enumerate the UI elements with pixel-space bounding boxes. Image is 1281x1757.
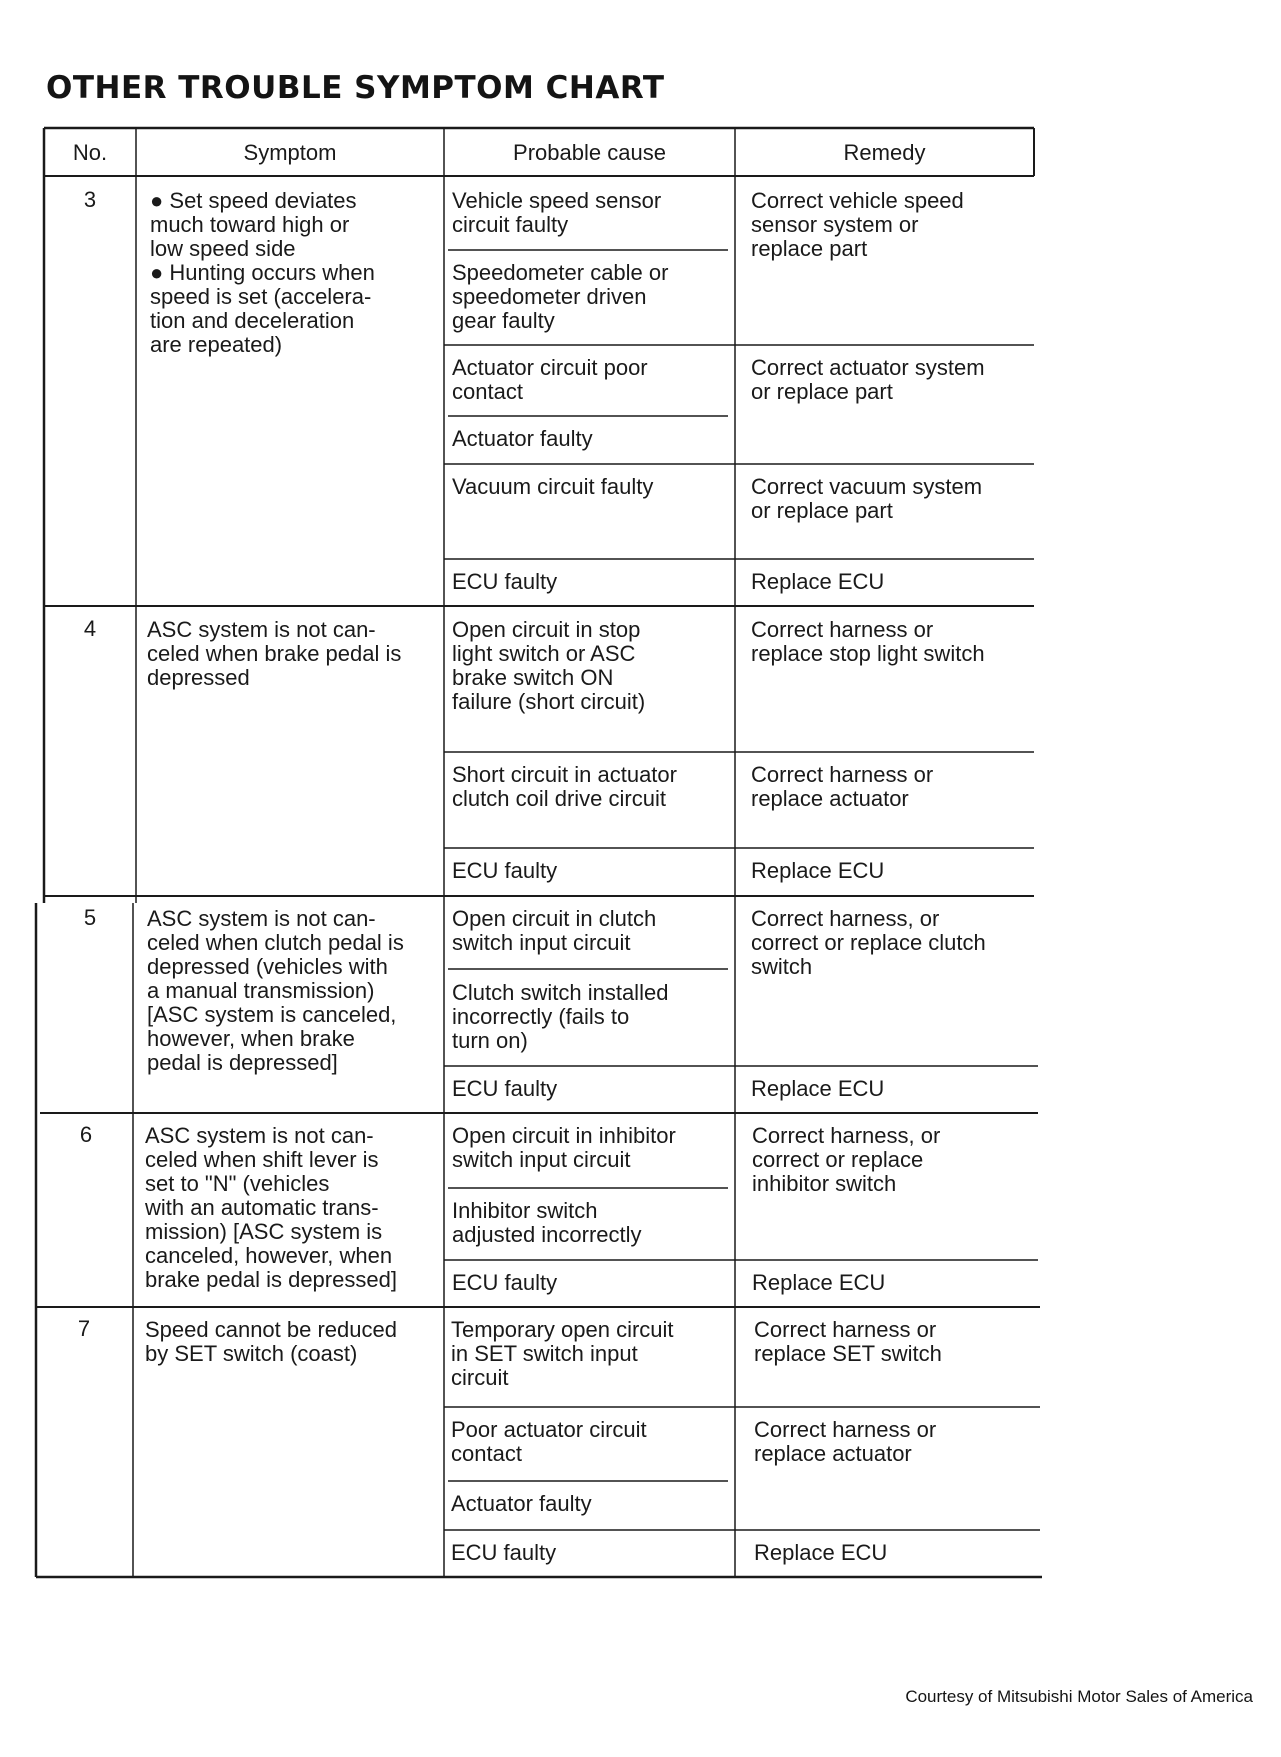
cause-text: ECU faulty (452, 1076, 558, 1101)
remedy-text: Replace ECU (752, 1270, 886, 1295)
symptom-text: ASC system is not can- celed when clutch pedal is depressed (vehicles with a manual transmission) [ASC system is canceled, however, when brake pedal is depressed] (147, 906, 404, 1075)
cause-text: Actuator faulty (451, 1491, 592, 1516)
row-number: 3 (83, 187, 97, 212)
row-number: 5 (83, 905, 97, 930)
cause-text: Vehicle speed sensor circuit faulty (452, 188, 662, 237)
cause-text: Actuator faulty (452, 426, 593, 451)
cause-text: ECU faulty (451, 1540, 557, 1565)
cause-text: ECU faulty (452, 858, 558, 883)
symptom-text: ASC system is not can- celed when brake pedal is depressed (147, 617, 402, 690)
remedy-text: Correct harness or replace stop light switch (751, 617, 985, 666)
row-number: 6 (79, 1122, 93, 1147)
remedy-text: Replace ECU (751, 569, 885, 594)
cause-text: Actuator circuit poor contact (452, 355, 648, 404)
remedy-text: Correct harness or replace actuator (751, 762, 934, 811)
remedy-text: Correct vacuum system or replace part (751, 474, 983, 523)
header-probable-cause: Probable cause (513, 140, 666, 165)
cause-text: ECU faulty (452, 1270, 558, 1295)
row-number: 7 (77, 1316, 91, 1341)
symptom-text: Speed cannot be reduced by SET switch (coast) (145, 1317, 397, 1366)
cause-text: Open circuit in clutch switch input circuit (452, 906, 657, 955)
cause-text: Temporary open circuit in SET switch input circuit (451, 1317, 674, 1390)
symptom-text: ASC system is not can- celed when shift lever is set to "N" (vehicles with an automatic trans- mission) [ASC system is canceled, however, when brake pedal is depressed] (145, 1123, 397, 1292)
cause-text: Vacuum circuit faulty (452, 474, 654, 499)
cause-text: Poor actuator circuit contact (451, 1417, 647, 1466)
remedy-text: Correct harness or replace actuator (754, 1417, 937, 1466)
courtesy-note: Courtesy of Mitsubishi Motor Sales of America (905, 1687, 1253, 1706)
remedy-text: Replace ECU (751, 858, 885, 883)
remedy-text: Replace ECU (754, 1540, 888, 1565)
cause-text: Speedometer cable or speedometer driven gear faulty (452, 260, 669, 333)
cause-text: Open circuit in inhibitor switch input circuit (452, 1123, 676, 1172)
remedy-text: Correct actuator system or replace part (751, 355, 985, 404)
cause-text: Inhibitor switch adjusted incorrectly (452, 1198, 642, 1247)
symptom-text: ● Set speed deviates much toward high or low speed side ● Hunting occurs when speed is set (accelera- tion and deceleration are repeated) (150, 188, 375, 357)
remedy-text: Correct vehicle speed sensor system or replace part (751, 188, 964, 261)
cause-text: Short circuit in actuator clutch coil drive circuit (452, 762, 677, 811)
remedy-text: Correct harness, or correct or replace clutch switch (751, 906, 986, 979)
remedy-text: Replace ECU (751, 1076, 885, 1101)
cause-text: Open circuit in stop light switch or ASC brake switch ON failure (short circuit) (452, 617, 646, 714)
remedy-text: Correct harness or replace SET switch (754, 1317, 942, 1366)
cause-text: ECU faulty (452, 569, 558, 594)
header-remedy: Remedy (843, 140, 926, 165)
header-no: No. (72, 140, 108, 165)
remedy-text: Correct harness, or correct or replace inhibitor switch (752, 1123, 941, 1196)
cause-text: Clutch switch installed incorrectly (fails to turn on) (452, 980, 669, 1053)
page-title: OTHER TROUBLE SYMPTOM CHART (46, 70, 665, 106)
header-symptom: Symptom (243, 140, 337, 165)
row-number: 4 (83, 616, 97, 641)
